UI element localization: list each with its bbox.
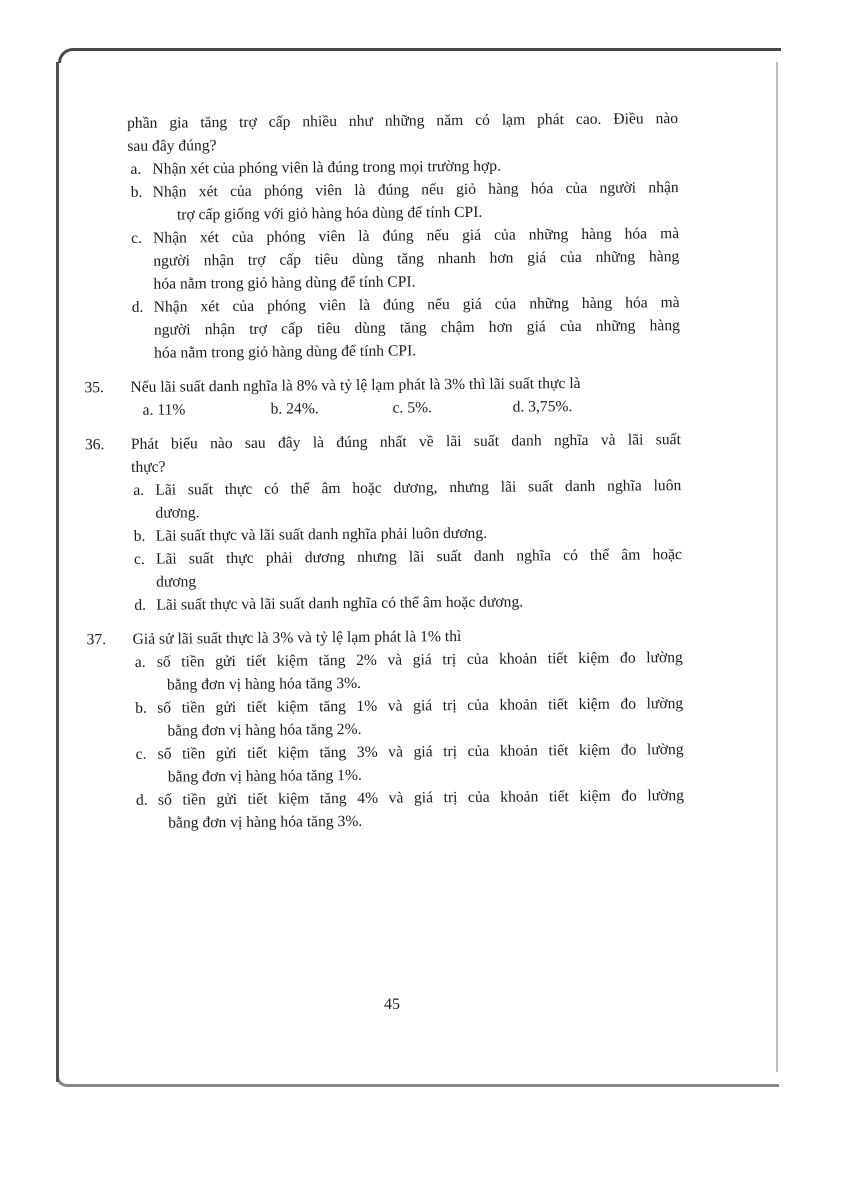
option-line: người nhận trợ cấp tiêu dùng tăng nhanh hơn giá của những hàng <box>153 248 680 270</box>
option-label: b. <box>130 183 143 201</box>
question-34-continuation <box>118 107 678 158</box>
question-36 <box>84 428 681 479</box>
option-line: người nhận trợ cấp tiêu dùng tăng chậm hơn giá của những hàng <box>153 317 680 339</box>
option-label: a. <box>130 160 142 178</box>
option-b <box>119 176 679 227</box>
intro-line-1: phần gia tăng trợ cấp nhiều như những năm có lạm phát cao. Điều nào <box>127 110 679 132</box>
option-line: Nhận xét của phóng viên là đúng nếu giá của những hàng hóa mà <box>153 225 680 247</box>
option-line: bằng đơn vị hàng hóa tăng 2%. <box>167 720 362 740</box>
option-line: hóa nằm trong giỏ hàng dùng để tính CPI. <box>154 342 417 362</box>
answer-c: c. 5%. <box>392 399 433 417</box>
option-line: dương. <box>155 504 200 522</box>
question-text: Giả sử lãi suất thực là 3% và tỷ lệ lạm phát là 1% thì <box>132 628 462 648</box>
question-text: Phát biểu nào sau đây là đúng nhất về lãi suất danh nghĩa và lãi suất <box>130 431 681 453</box>
option-label: c. <box>131 229 143 247</box>
option-c <box>119 222 680 296</box>
option-a <box>123 646 683 697</box>
document-page <box>84 107 685 835</box>
question-37-options <box>123 646 685 835</box>
option-line: bằng đơn vị hàng hóa tăng 3%. <box>168 812 363 832</box>
option-c <box>122 543 682 594</box>
option-line: số tiền gửi tiết kiệm tăng 3% và giá trị của khoản tiết kiệm đo lường <box>157 741 684 763</box>
option-line: dương <box>156 573 197 591</box>
option-label: c. <box>133 550 145 568</box>
scan-page-edge-left <box>56 62 59 1082</box>
option-label: a. <box>134 653 146 671</box>
question-34-options <box>118 153 680 365</box>
answer-a: a. 11% <box>142 401 186 419</box>
option-d <box>122 589 682 617</box>
question-number: 37. <box>86 631 107 649</box>
scan-page-edge-bottom <box>56 1076 779 1087</box>
option-line: Lãi suất thực và lãi suất danh nghĩa có thể âm hoặc dương. <box>156 593 524 614</box>
option-label: d. <box>134 596 147 614</box>
option-line: Nhận xét của phóng viên là đúng trong mọi trường hợp. <box>152 157 502 178</box>
answer-row <box>131 394 681 422</box>
option-b <box>123 692 683 743</box>
question-number: 36. <box>84 436 105 454</box>
option-line: số tiền gửi tiết kiệm tăng 1% và giá trị của khoản tiết kiệm đo lường <box>157 695 684 717</box>
question-text: thực? <box>131 458 166 476</box>
answer-b: b. 24%. <box>270 400 319 418</box>
option-d <box>120 291 681 365</box>
option-label: b. <box>133 527 146 545</box>
option-line: Nhận xét của phóng viên là đúng nếu giỏ hàng hóa của người nhận <box>152 179 679 201</box>
option-line: số tiền gửi tiết kiệm tăng 2% và giá trị của khoản tiết kiệm đo lường <box>156 649 683 671</box>
question-number: 35. <box>84 379 104 397</box>
option-a <box>121 474 681 525</box>
scan-page-edge-right <box>776 62 778 1072</box>
option-label: d. <box>131 298 144 316</box>
option-line: bằng đơn vị hàng hóa tăng 1%. <box>167 766 362 786</box>
option-line: Lãi suất thực có thể âm hoặc dương, nhưng lãi suất danh nghĩa luôn <box>155 477 682 499</box>
option-label: b. <box>135 699 147 717</box>
question-36-options <box>121 474 682 617</box>
option-line: số tiền gửi tiết kiệm tăng 4% và giá trị của khoản tiết kiệm đo lường <box>157 787 685 809</box>
option-line: hóa nằm trong giỏ hàng dùng để tính CPI. <box>153 273 416 293</box>
option-line: Lãi suất thực và lãi suất danh nghĩa phải luôn dương. <box>155 524 488 545</box>
option-line: Lãi suất thực phải dương nhưng lãi suất danh nghĩa có thể âm hoặc <box>155 546 682 568</box>
option-line: bằng đơn vị hàng hóa tăng 3%. <box>166 674 362 694</box>
option-line: trợ cấp giống với giỏ hàng hóa dùng để tính CPI. <box>176 203 483 224</box>
option-c <box>124 738 684 789</box>
page-number: 45 <box>384 996 400 1013</box>
answer-d: d. 3,75%. <box>512 398 573 416</box>
option-label: d. <box>135 791 148 809</box>
intro-line-2: sau đây đúng? <box>127 137 217 155</box>
option-d <box>124 784 684 835</box>
scan-page-edge-top <box>58 48 781 63</box>
option-label: c. <box>135 745 147 763</box>
question-text: Nếu lãi suất danh nghĩa là 8% và tỷ lệ lạm phát là 3% thì lãi suất thực là <box>130 374 581 396</box>
option-label: a. <box>133 481 145 499</box>
question-35 <box>84 371 680 422</box>
option-line: Nhận xét của phóng viên là đúng nếu giá của những hàng hóa mà <box>153 294 680 316</box>
